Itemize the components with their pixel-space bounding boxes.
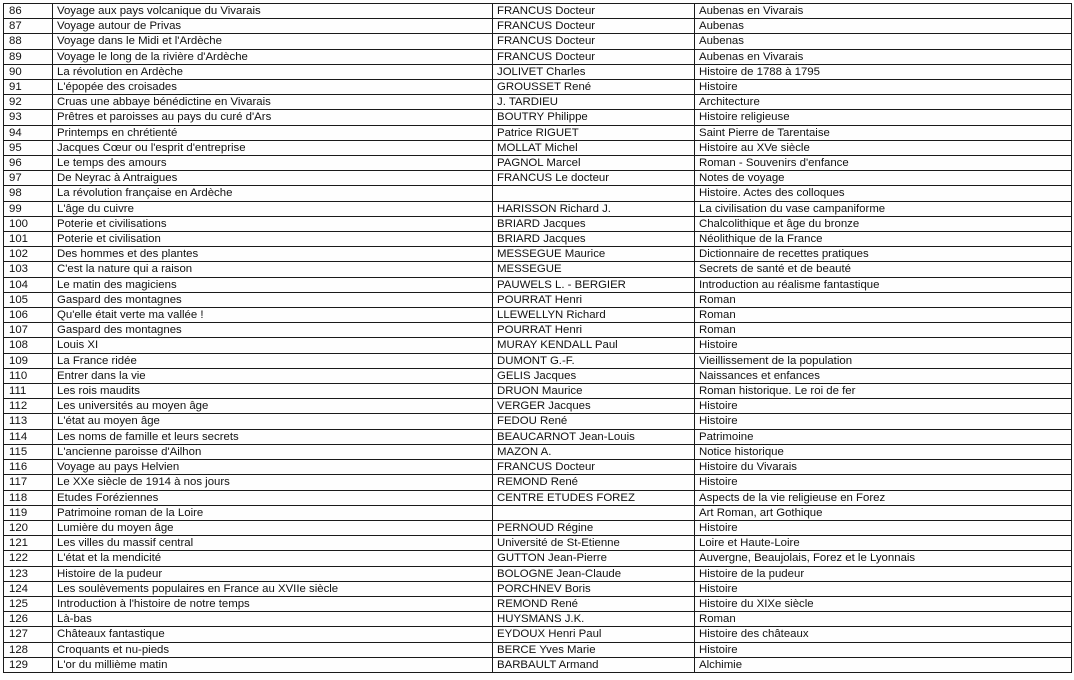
book-title-cell: Le temps des amours — [53, 156, 493, 171]
row-number-cell: 90 — [4, 64, 53, 79]
book-title-cell: Le matin des magiciens — [53, 277, 493, 292]
subject-cell: Chalcolithique et âge du bronze — [695, 216, 1072, 231]
author-cell: BERCE Yves Marie — [493, 642, 695, 657]
row-number-cell: 97 — [4, 171, 53, 186]
table-row — [4, 551, 1072, 566]
table-row — [4, 277, 1072, 292]
book-title-cell: De Neyrac à Antraigues — [53, 171, 493, 186]
row-number-cell: 114 — [4, 429, 53, 444]
author-cell: HUYSMANS J.K. — [493, 612, 695, 627]
row-number-cell: 129 — [4, 657, 53, 672]
subject-cell: Aubenas — [695, 34, 1072, 49]
author-cell: REMOND René — [493, 596, 695, 611]
row-number-cell: 89 — [4, 49, 53, 64]
row-number-cell: 119 — [4, 505, 53, 520]
row-number-cell: 100 — [4, 216, 53, 231]
book-title-cell: Lumière du moyen âge — [53, 520, 493, 535]
row-number-cell: 91 — [4, 80, 53, 95]
row-number-cell: 122 — [4, 551, 53, 566]
row-number-cell: 95 — [4, 140, 53, 155]
book-title-cell: Qu'elle était verte ma vallée ! — [53, 308, 493, 323]
book-title-cell: L'état et la mendicité — [53, 551, 493, 566]
book-title-cell: L'ancienne paroisse d'Ailhon — [53, 444, 493, 459]
subject-cell: Saint Pierre de Tarentaise — [695, 125, 1072, 140]
author-cell: DUMONT G.-F. — [493, 353, 695, 368]
subject-cell: Histoire — [695, 338, 1072, 353]
book-title-cell: Des hommes et des plantes — [53, 247, 493, 262]
author-cell: PAUWELS L. - BERGIER — [493, 277, 695, 292]
book-title-cell: L'épopée des croisades — [53, 80, 493, 95]
author-cell: POURRAT Henri — [493, 292, 695, 307]
row-number-cell: 93 — [4, 110, 53, 125]
subject-cell: Histoire de 1788 à 1795 — [695, 64, 1072, 79]
book-title-cell: Entrer dans la vie — [53, 368, 493, 383]
author-cell — [493, 505, 695, 520]
row-number-cell: 107 — [4, 323, 53, 338]
table-row — [4, 460, 1072, 475]
author-cell: JOLIVET Charles — [493, 64, 695, 79]
book-title-cell: Prêtres et paroisses au pays du curé d'Ars — [53, 110, 493, 125]
table-row — [4, 475, 1072, 490]
table-row — [4, 657, 1072, 672]
book-title-cell: Voyage autour de Privas — [53, 19, 493, 34]
table-row — [4, 80, 1072, 95]
author-cell: MESSEGUE Maurice — [493, 247, 695, 262]
table-row — [4, 627, 1072, 642]
row-number-cell: 124 — [4, 581, 53, 596]
author-cell: PAGNOL Marcel — [493, 156, 695, 171]
table-row — [4, 338, 1072, 353]
table-row — [4, 505, 1072, 520]
table-row — [4, 323, 1072, 338]
book-title-cell: Les universités au moyen âge — [53, 399, 493, 414]
table-row — [4, 34, 1072, 49]
author-cell: HARISSON Richard J. — [493, 201, 695, 216]
author-cell: BRIARD Jacques — [493, 216, 695, 231]
table-row — [4, 247, 1072, 262]
book-title-cell: Croquants et nu-pieds — [53, 642, 493, 657]
row-number-cell: 87 — [4, 19, 53, 34]
row-number-cell: 110 — [4, 368, 53, 383]
book-title-cell: La révolution en Ardèche — [53, 64, 493, 79]
book-title-cell: Les villes du massif central — [53, 536, 493, 551]
table-row — [4, 308, 1072, 323]
subject-cell: Histoire de la pudeur — [695, 566, 1072, 581]
table-row — [4, 429, 1072, 444]
table-row — [4, 490, 1072, 505]
author-cell: VERGER Jacques — [493, 399, 695, 414]
row-number-cell: 98 — [4, 186, 53, 201]
subject-cell: Histoire du XIXe siècle — [695, 596, 1072, 611]
subject-cell: Aspects de la vie religieuse en Forez — [695, 490, 1072, 505]
subject-cell: Introduction au réalisme fantastique — [695, 277, 1072, 292]
table-row — [4, 399, 1072, 414]
book-title-cell: Histoire de la pudeur — [53, 566, 493, 581]
subject-cell: Histoire — [695, 581, 1072, 596]
subject-cell: Roman — [695, 323, 1072, 338]
book-title-cell: Le XXe siècle de 1914 à nos jours — [53, 475, 493, 490]
author-cell: FRANCUS Le docteur — [493, 171, 695, 186]
subject-cell: Histoire — [695, 399, 1072, 414]
author-cell: BRIARD Jacques — [493, 232, 695, 247]
subject-cell: Loire et Haute-Loire — [695, 536, 1072, 551]
author-cell: FRANCUS Docteur — [493, 49, 695, 64]
table-row — [4, 596, 1072, 611]
row-number-cell: 116 — [4, 460, 53, 475]
author-cell: BOUTRY Philippe — [493, 110, 695, 125]
row-number-cell: 115 — [4, 444, 53, 459]
book-title-cell: Voyage dans le Midi et l'Ardèche — [53, 34, 493, 49]
table-row — [4, 581, 1072, 596]
author-cell: Patrice RIGUET — [493, 125, 695, 140]
row-number-cell: 117 — [4, 475, 53, 490]
subject-cell: Dictionnaire de recettes pratiques — [695, 247, 1072, 262]
row-number-cell: 127 — [4, 627, 53, 642]
table-row — [4, 368, 1072, 383]
table-row — [4, 156, 1072, 171]
subject-cell: Architecture — [695, 95, 1072, 110]
author-cell: FRANCUS Docteur — [493, 19, 695, 34]
book-title-cell: Cruas une abbaye bénédictine en Vivarais — [53, 95, 493, 110]
row-number-cell: 94 — [4, 125, 53, 140]
subject-cell: Histoire du Vivarais — [695, 460, 1072, 475]
book-title-cell: Les rois maudits — [53, 384, 493, 399]
row-number-cell: 123 — [4, 566, 53, 581]
subject-cell: Histoire religieuse — [695, 110, 1072, 125]
subject-cell: Histoire — [695, 520, 1072, 535]
author-cell: GELIS Jacques — [493, 368, 695, 383]
author-cell: PERNOUD Régine — [493, 520, 695, 535]
subject-cell: Aubenas en Vivarais — [695, 49, 1072, 64]
book-title-cell: Les noms de famille et leurs secrets — [53, 429, 493, 444]
row-number-cell: 118 — [4, 490, 53, 505]
row-number-cell: 103 — [4, 262, 53, 277]
table-row — [4, 444, 1072, 459]
row-number-cell: 120 — [4, 520, 53, 535]
subject-cell: Alchimie — [695, 657, 1072, 672]
author-cell: CENTRE ETUDES FOREZ — [493, 490, 695, 505]
row-number-cell: 111 — [4, 384, 53, 399]
book-title-cell: Gaspard des montagnes — [53, 292, 493, 307]
row-number-cell: 96 — [4, 156, 53, 171]
subject-cell: Notes de voyage — [695, 171, 1072, 186]
subject-cell: Histoire — [695, 80, 1072, 95]
subject-cell: Roman — [695, 292, 1072, 307]
row-number-cell: 92 — [4, 95, 53, 110]
table-row — [4, 49, 1072, 64]
author-cell: BOLOGNE Jean-Claude — [493, 566, 695, 581]
author-cell: Université de St-Etienne — [493, 536, 695, 551]
book-title-cell: Voyage au pays Helvien — [53, 460, 493, 475]
book-title-cell: Les soulèvements populaires en France au XVIIe siècle — [53, 581, 493, 596]
table-row — [4, 612, 1072, 627]
table-row — [4, 95, 1072, 110]
author-cell: BEAUCARNOT Jean-Louis — [493, 429, 695, 444]
subject-cell: Art Roman, art Gothique — [695, 505, 1072, 520]
subject-cell: La civilisation du vase campaniforme — [695, 201, 1072, 216]
table-row — [4, 292, 1072, 307]
author-cell: MAZON A. — [493, 444, 695, 459]
catalog-table-body — [4, 4, 1072, 673]
author-cell: MESSEGUE — [493, 262, 695, 277]
book-title-cell: C'est la nature qui a raison — [53, 262, 493, 277]
author-cell: MURAY KENDALL Paul — [493, 338, 695, 353]
book-title-cell: L'or du millième matin — [53, 657, 493, 672]
book-title-cell: L'âge du cuivre — [53, 201, 493, 216]
table-row — [4, 216, 1072, 231]
author-cell: REMOND René — [493, 475, 695, 490]
book-title-cell: Etudes Foréziennes — [53, 490, 493, 505]
table-row — [4, 186, 1072, 201]
book-title-cell: Poterie et civilisation — [53, 232, 493, 247]
subject-cell: Vieillissement de la population — [695, 353, 1072, 368]
table-row — [4, 520, 1072, 535]
row-number-cell: 109 — [4, 353, 53, 368]
book-title-cell: Patrimoine roman de la Loire — [53, 505, 493, 520]
subject-cell: Roman — [695, 308, 1072, 323]
author-cell: MOLLAT Michel — [493, 140, 695, 155]
row-number-cell: 88 — [4, 34, 53, 49]
table-row — [4, 140, 1072, 155]
book-title-cell: Voyage aux pays volcanique du Vivarais — [53, 4, 493, 19]
subject-cell: Naissances et enfances — [695, 368, 1072, 383]
row-number-cell: 121 — [4, 536, 53, 551]
table-row — [4, 125, 1072, 140]
subject-cell: Notice historique — [695, 444, 1072, 459]
subject-cell: Histoire au XVe siècle — [695, 140, 1072, 155]
book-title-cell: Voyage le long de la rivière d'Ardèche — [53, 49, 493, 64]
author-cell: FRANCUS Docteur — [493, 4, 695, 19]
book-title-cell: L'état au moyen âge — [53, 414, 493, 429]
author-cell: FRANCUS Docteur — [493, 34, 695, 49]
author-cell — [493, 186, 695, 201]
author-cell: FRANCUS Docteur — [493, 460, 695, 475]
table-row — [4, 201, 1072, 216]
subject-cell: Aubenas — [695, 19, 1072, 34]
subject-cell: Roman - Souvenirs d'enfance — [695, 156, 1072, 171]
table-row — [4, 64, 1072, 79]
book-title-cell: Introduction à l'histoire de notre temps — [53, 596, 493, 611]
book-catalog-table — [3, 3, 1072, 673]
table-row — [4, 262, 1072, 277]
subject-cell: Auvergne, Beaujolais, Forez et le Lyonnais — [695, 551, 1072, 566]
book-title-cell: Jacques Cœur ou l'esprit d'entreprise — [53, 140, 493, 155]
book-title-cell: Gaspard des montagnes — [53, 323, 493, 338]
book-title-cell: Châteaux fantastique — [53, 627, 493, 642]
author-cell: GUTTON Jean-Pierre — [493, 551, 695, 566]
row-number-cell: 106 — [4, 308, 53, 323]
table-row — [4, 642, 1072, 657]
subject-cell: Roman historique. Le roi de fer — [695, 384, 1072, 399]
author-cell: BARBAULT Armand — [493, 657, 695, 672]
subject-cell: Secrets de santé et de beauté — [695, 262, 1072, 277]
author-cell: PORCHNEV Boris — [493, 581, 695, 596]
subject-cell: Néolithique de la France — [695, 232, 1072, 247]
author-cell: J. TARDIEU — [493, 95, 695, 110]
book-title-cell: Là-bas — [53, 612, 493, 627]
row-number-cell: 125 — [4, 596, 53, 611]
table-row — [4, 536, 1072, 551]
subject-cell: Patrimoine — [695, 429, 1072, 444]
book-title-cell: Printemps en chrétienté — [53, 125, 493, 140]
author-cell: DRUON Maurice — [493, 384, 695, 399]
row-number-cell: 104 — [4, 277, 53, 292]
row-number-cell: 126 — [4, 612, 53, 627]
row-number-cell: 113 — [4, 414, 53, 429]
subject-cell: Histoire. Actes des colloques — [695, 186, 1072, 201]
table-row — [4, 414, 1072, 429]
row-number-cell: 128 — [4, 642, 53, 657]
table-row — [4, 384, 1072, 399]
book-title-cell: La France ridée — [53, 353, 493, 368]
subject-cell: Roman — [695, 612, 1072, 627]
author-cell: EYDOUX Henri Paul — [493, 627, 695, 642]
author-cell: FEDOU René — [493, 414, 695, 429]
author-cell: POURRAT Henri — [493, 323, 695, 338]
table-row — [4, 353, 1072, 368]
subject-cell: Aubenas en Vivarais — [695, 4, 1072, 19]
table-row — [4, 171, 1072, 186]
row-number-cell: 101 — [4, 232, 53, 247]
row-number-cell: 102 — [4, 247, 53, 262]
table-row — [4, 232, 1072, 247]
author-cell: GROUSSET René — [493, 80, 695, 95]
table-row — [4, 19, 1072, 34]
author-cell: LLEWELLYN Richard — [493, 308, 695, 323]
table-row — [4, 110, 1072, 125]
table-row — [4, 4, 1072, 19]
table-row — [4, 566, 1072, 581]
subject-cell: Histoire des châteaux — [695, 627, 1072, 642]
row-number-cell: 99 — [4, 201, 53, 216]
row-number-cell: 86 — [4, 4, 53, 19]
book-title-cell: Poterie et civilisations — [53, 216, 493, 231]
row-number-cell: 112 — [4, 399, 53, 414]
book-title-cell: La révolution française en Ardèche — [53, 186, 493, 201]
subject-cell: Histoire — [695, 475, 1072, 490]
book-title-cell: Louis XI — [53, 338, 493, 353]
subject-cell: Histoire — [695, 642, 1072, 657]
row-number-cell: 108 — [4, 338, 53, 353]
subject-cell: Histoire — [695, 414, 1072, 429]
row-number-cell: 105 — [4, 292, 53, 307]
